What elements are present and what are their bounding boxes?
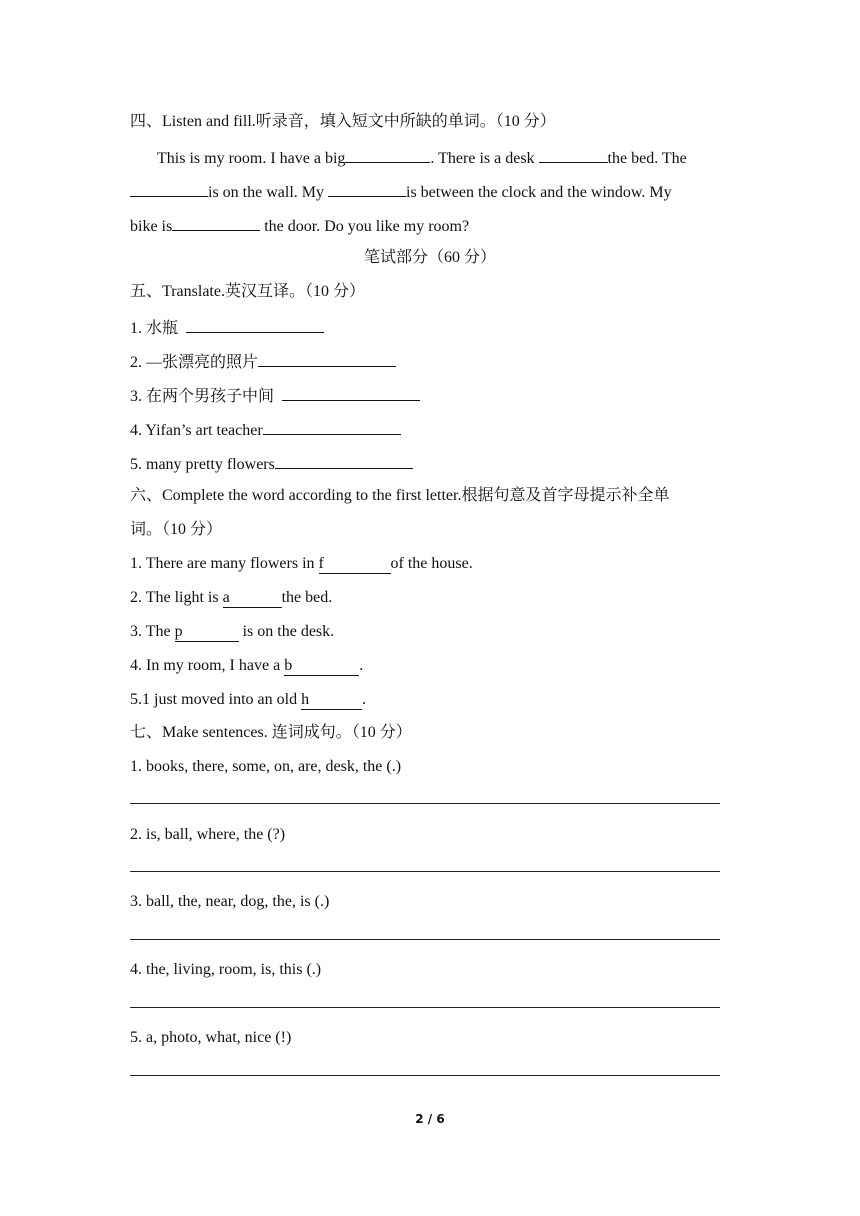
letter-blank[interactable] — [223, 589, 282, 608]
first-letter: b — [284, 657, 293, 674]
translate-item — [130, 384, 420, 407]
complete-item — [130, 588, 332, 608]
complete-item — [130, 690, 366, 710]
sentence-item: 3. ball, the, near, dog, the, is (.) — [130, 893, 330, 910]
section-5-heading: 五、Translate.英汉互译。（10 分） — [130, 283, 365, 300]
passage-text: . There is a desk — [430, 150, 539, 167]
question-text: 5.1 just moved into an old — [130, 691, 302, 708]
blank-4[interactable] — [328, 180, 406, 197]
translate-text: 5. many pretty flowers — [130, 456, 275, 473]
translate-item — [130, 350, 396, 373]
complete-item — [130, 622, 334, 642]
passage-text: is on the wall. My — [208, 184, 328, 201]
blank-3[interactable] — [130, 180, 208, 197]
letter-blank[interactable] — [319, 555, 391, 574]
section-6-heading: 六、Complete the word according to the first letter.根据句意及首字母提示补全单 — [130, 487, 670, 504]
letter-blank[interactable] — [301, 691, 362, 710]
sentence-item: 1. books, there, some, on, are, desk, the (.) — [130, 758, 402, 775]
question-text: . — [362, 691, 367, 708]
translate-text: 3. 在两个男孩子中间 — [130, 388, 279, 405]
question-text: 3. The — [130, 623, 175, 640]
answer-line[interactable] — [130, 803, 720, 804]
section-4-heading: 四、Listen and fill.听录音，填入短文中所缺的单词。（10 分） — [130, 113, 556, 130]
section-7-heading: 七、Make sentences. 连词成句。（10 分） — [130, 724, 412, 741]
answer-line[interactable] — [130, 939, 720, 940]
sentence-item: 4. the, living, room, is, this (.) — [130, 961, 322, 978]
blank-2[interactable] — [539, 146, 608, 163]
answer-blank[interactable] — [275, 452, 413, 469]
answer-blank[interactable] — [282, 384, 420, 401]
passage-line-2 — [130, 180, 672, 203]
answer-blank[interactable] — [263, 418, 401, 435]
complete-item — [130, 554, 473, 574]
passage-text: bike is — [130, 218, 173, 235]
complete-item — [130, 656, 363, 676]
answer-blank[interactable] — [258, 350, 396, 367]
section-6-heading-cont: 词。（10 分） — [130, 521, 223, 538]
translate-item — [130, 418, 401, 441]
first-letter: a — [222, 589, 230, 606]
question-text: is on the desk. — [238, 623, 335, 640]
translate-text: 4. Yifan’s art teacher — [130, 422, 263, 439]
sentence-item: 5. a, photo, what, nice (!) — [130, 1029, 292, 1046]
first-letter: p — [174, 623, 183, 640]
passage-text: This is my room. I have a big — [157, 150, 346, 167]
passage-text: the door. Do you like my room? — [260, 218, 470, 235]
first-letter: f — [318, 555, 324, 572]
question-text: . — [359, 657, 364, 674]
written-part-title: 笔试部分（60 分） — [363, 249, 496, 266]
translate-item — [130, 316, 324, 339]
answer-line[interactable] — [130, 1075, 720, 1076]
question-text: 4. In my room, I have a — [130, 657, 285, 674]
question-text: 2. The light is — [130, 589, 223, 606]
question-text: of the house. — [390, 555, 473, 572]
question-text: the bed. — [281, 589, 333, 606]
passage-text: is between the clock and the window. My — [406, 184, 672, 201]
passage-line-1 — [157, 146, 687, 169]
blank-5[interactable] — [172, 214, 260, 231]
answer-line[interactable] — [130, 871, 720, 872]
sentence-item: 2. is, ball, where, the (?) — [130, 826, 286, 843]
letter-blank[interactable] — [284, 657, 359, 676]
page-number: 2 / 6 — [415, 1112, 445, 1126]
translate-text: 1. 水瓶 — [130, 320, 183, 337]
passage-line-3 — [130, 214, 469, 237]
translate-item — [130, 452, 413, 475]
passage-text: the bed. The — [607, 150, 687, 167]
first-letter: h — [301, 691, 310, 708]
question-text: 1. There are many flowers in — [130, 555, 319, 572]
blank-1[interactable] — [345, 146, 430, 163]
letter-blank[interactable] — [175, 623, 239, 642]
answer-line[interactable] — [130, 1007, 720, 1008]
answer-blank[interactable] — [186, 316, 324, 333]
translate-text: 2. —张漂亮的照片 — [130, 354, 259, 371]
